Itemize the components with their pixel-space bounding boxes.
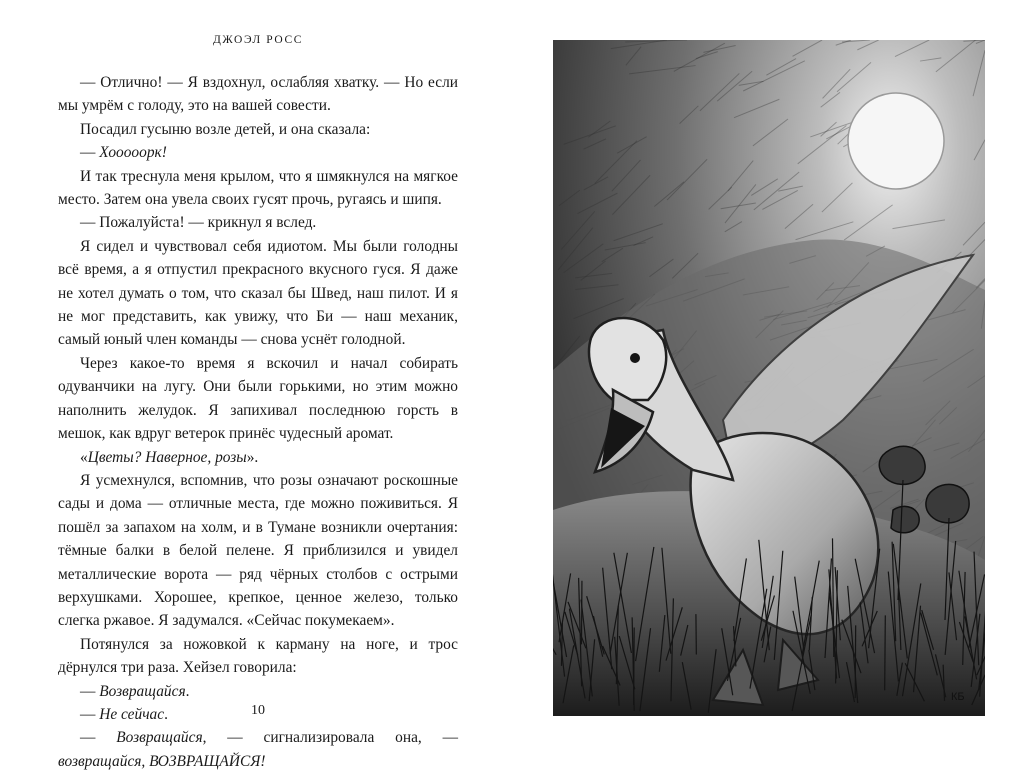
text-run: — bbox=[80, 729, 117, 747]
page-number: 10 bbox=[251, 703, 265, 718]
goose-eye bbox=[630, 353, 640, 363]
paragraph bbox=[58, 352, 458, 446]
text-run: Потянулся за ножовкой к карману на ноге, и трос дёрнулся три раза. Хейзел говорила: bbox=[58, 635, 458, 677]
italic-text: Не сейчас bbox=[99, 705, 165, 723]
paragraph bbox=[58, 680, 458, 703]
body-text bbox=[58, 71, 458, 773]
italic-text: Цветы? Наверное, розы bbox=[87, 448, 247, 466]
paragraph bbox=[58, 633, 458, 680]
text-run: ». bbox=[246, 448, 259, 466]
goose-head bbox=[589, 318, 666, 400]
text-run: Я сидел и чувствовал себя идиотом. Мы были голодны всё время, а я отпустил прекрасного вкусного гуся. Я даже не хотел думать о том, что сказал бы Швед, наш пилот. И я не мог представить, как увижу, что Би — наш механик, самый юный член команды — снова уснёт голодной. bbox=[58, 237, 458, 349]
moon bbox=[848, 93, 944, 189]
paragraph bbox=[58, 726, 458, 773]
text-run: . bbox=[185, 682, 190, 700]
text-run: — Отлично! — Я вздохнул, ослабляя хватку. — Но если мы умрём с голоду, это на вашей совести. bbox=[58, 74, 458, 115]
text-run: — Пожалуйста! — крикнул я вслед. bbox=[80, 214, 317, 232]
paragraph bbox=[58, 211, 458, 234]
italic-text: возвращайся, ВОЗВРАЩАЙСЯ! bbox=[58, 752, 266, 770]
artist-signature: КБ bbox=[951, 691, 965, 703]
text-run: Посадил гусыню возле детей, и она сказала: bbox=[80, 120, 371, 138]
text-run: Через какое-то время я вскочил и начал собирать одуванчики на лугу. Они были горькими, но этим можно наполнить желудок. Я запихивал последнюю горсть в мешок, как вдруг ветерок принёс чудесный аромат. bbox=[58, 354, 458, 443]
italic-text: Возвращайся bbox=[116, 729, 203, 747]
paragraph bbox=[58, 118, 458, 141]
running-head: ДЖОЭЛ РОСС bbox=[212, 34, 304, 46]
text-run: . bbox=[164, 705, 168, 723]
paragraph bbox=[58, 469, 458, 633]
italic-text: Хооооорк! bbox=[99, 144, 167, 162]
text-run: Я усмехнулся, вспомнив, что розы означают роскошные сады и дома — отличные места, где можно поживиться. Я пошёл за запахом на холм, и в Тумане возникли очертания: тёмные балки в белой пелене. Я приблизился и увидел металлические ворота — ряд чёрных столбов с острыми верхушками. Хорошее, крепкое, ценное железо, только слегка ржавое. Я задумался. «Сейчас покумекаем». bbox=[58, 471, 458, 630]
text-run: — bbox=[80, 144, 100, 162]
text-run: , — сигнализировала она, — bbox=[202, 729, 458, 747]
paragraph bbox=[58, 235, 458, 352]
text-run: « bbox=[80, 448, 88, 466]
left-page bbox=[0, 0, 512, 770]
italic-text: Возвращайся bbox=[99, 682, 186, 700]
text-run: И так треснула меня крылом, что я шмякнулся на мягкое место. Затем она увела своих гусят прочь, ругаясь и шипя. bbox=[58, 167, 458, 209]
paragraph bbox=[58, 141, 458, 164]
text-run: — bbox=[80, 682, 100, 700]
goose-illustration bbox=[553, 40, 985, 716]
paragraph bbox=[58, 71, 458, 118]
text-run: — bbox=[80, 705, 100, 723]
paragraph bbox=[58, 165, 458, 212]
paragraph bbox=[58, 446, 458, 469]
